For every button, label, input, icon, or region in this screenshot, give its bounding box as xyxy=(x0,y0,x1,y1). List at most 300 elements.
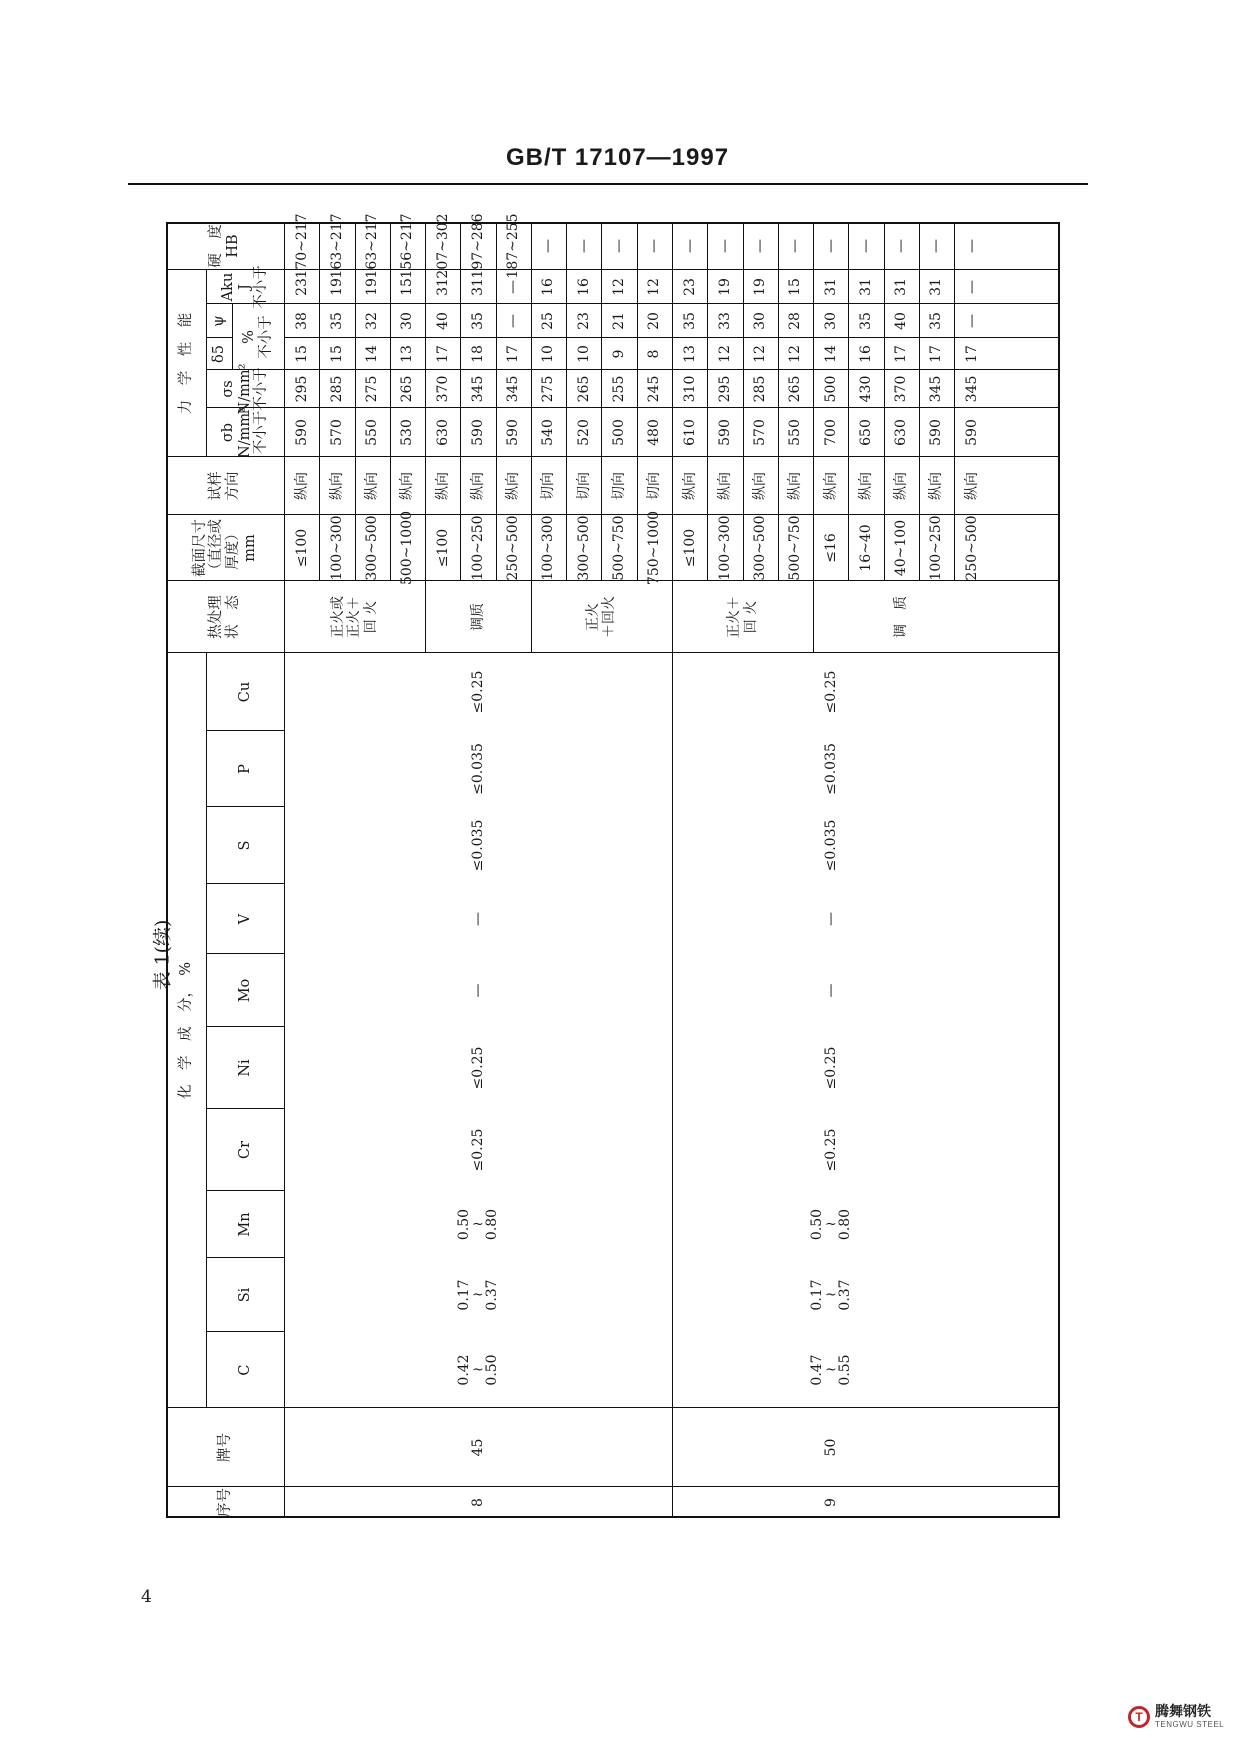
cell-sigma-s: 285 xyxy=(752,375,769,403)
header-aku-line: 不小于 xyxy=(253,265,270,309)
rule xyxy=(319,222,320,581)
header-hardness xyxy=(166,222,284,270)
rule xyxy=(206,883,284,884)
rule xyxy=(166,269,284,270)
rule xyxy=(166,1407,284,1408)
cell-hardness: — xyxy=(716,239,733,253)
cell-sigma-s: 265 xyxy=(575,375,592,403)
row-mn-line: 0.50 xyxy=(456,1208,473,1241)
rule xyxy=(206,270,207,457)
cell-aku: 19 xyxy=(364,278,381,296)
row-mn xyxy=(284,1191,672,1258)
cell-section: 500~750 xyxy=(611,515,628,581)
cell-sigma-s: 310 xyxy=(681,375,698,403)
cell-section: 100~250 xyxy=(469,515,486,581)
header-section-size-line: 厚度） xyxy=(225,526,241,570)
logo-name-en: TENGWU STEEL xyxy=(1155,1720,1225,1729)
cell-direction: 纵向 xyxy=(787,472,804,500)
header-specimen-direction-line: 方向 xyxy=(225,471,241,501)
row-grade: 50 xyxy=(822,1438,839,1457)
header-element-p: P xyxy=(236,764,253,774)
page-number: 4 xyxy=(141,1587,152,1607)
cell-psi: 40 xyxy=(893,312,910,330)
row-si xyxy=(284,1258,672,1332)
rule xyxy=(425,581,426,653)
cell-direction: 纵向 xyxy=(364,472,381,500)
row-heat-treatment xyxy=(284,581,425,653)
header-element-s: S xyxy=(236,840,253,851)
row-c-line: 0.47 xyxy=(808,1354,825,1386)
cell-sigma-s: 370 xyxy=(434,375,451,403)
cell-section: 300~500 xyxy=(575,515,592,581)
cell-delta5: 12 xyxy=(752,345,769,363)
cell-sigma-b: 590 xyxy=(505,419,522,446)
cell-delta5: 14 xyxy=(822,345,839,363)
cell-sigma-b: 610 xyxy=(681,419,698,446)
cell-sigma-b: 550 xyxy=(364,419,381,446)
logo-icon: T xyxy=(1128,1706,1150,1728)
cell-section: 500~1000 xyxy=(399,510,416,586)
cell-sigma-b: 590 xyxy=(293,419,310,446)
cell-sigma-s: 265 xyxy=(787,375,804,403)
row-mn-line: 0.80 xyxy=(836,1208,853,1241)
cell-direction: 切向 xyxy=(611,472,628,500)
cell-aku: 12 xyxy=(611,278,628,296)
cell-sigma-s: 295 xyxy=(716,375,733,403)
cell-hardness: — xyxy=(540,239,557,253)
cell-direction: 纵向 xyxy=(893,472,910,500)
row-c xyxy=(672,1332,989,1408)
rule xyxy=(166,652,284,653)
header-specimen-direction xyxy=(166,457,284,515)
cell-hardness: 163~217 xyxy=(328,213,345,279)
rule xyxy=(355,222,356,581)
rule xyxy=(496,222,497,581)
rule xyxy=(566,222,567,581)
cell-psi: 25 xyxy=(540,312,557,330)
cell-sigma-s: 345 xyxy=(928,375,945,403)
row-si xyxy=(672,1258,989,1332)
cell-direction: 纵向 xyxy=(469,472,486,500)
rule xyxy=(206,806,284,807)
cell-hardness: 187~255 xyxy=(505,213,522,279)
header-sigma-s-line: 不小于 xyxy=(253,367,270,411)
row-mo: — xyxy=(822,983,839,998)
cell-section: ≤100 xyxy=(293,528,310,568)
logo-name-cn: 腾舞钢铁 xyxy=(1155,1704,1211,1720)
table-caption: 表 1(续) xyxy=(151,919,174,991)
header-element-mo: Mo xyxy=(236,978,253,1003)
header-psi xyxy=(206,304,232,338)
cell-delta5: 17 xyxy=(928,345,945,363)
cell-hardness: — xyxy=(611,239,628,253)
cell-sigma-b: 520 xyxy=(575,419,592,446)
cell-sigma-b: 590 xyxy=(716,419,733,446)
cell-direction: 纵向 xyxy=(505,472,522,500)
cell-psi: — xyxy=(963,314,980,328)
cell-aku: 31 xyxy=(434,278,451,296)
row-mn-line: 0.80 xyxy=(483,1208,500,1241)
cell-sigma-b: 630 xyxy=(893,419,910,446)
cell-aku: 23 xyxy=(681,278,698,296)
header-heat-treatment-line: 热处理 xyxy=(208,595,225,639)
cell-sigma-b: 700 xyxy=(822,419,839,446)
cell-direction: 纵向 xyxy=(752,472,769,500)
header-aku xyxy=(206,265,284,309)
cell-sigma-b: 570 xyxy=(328,419,345,446)
cell-direction: 纵向 xyxy=(928,472,945,500)
cell-psi: 35 xyxy=(928,312,945,330)
cell-sigma-s: 500 xyxy=(822,375,839,403)
rule xyxy=(884,222,885,581)
cell-aku: — xyxy=(505,280,522,294)
rule xyxy=(166,1486,284,1487)
cell-section: 100~300 xyxy=(716,515,733,581)
cell-sigma-s: 265 xyxy=(399,375,416,403)
rule xyxy=(206,1190,284,1191)
rule xyxy=(206,303,284,304)
cell-delta5: 10 xyxy=(540,345,557,363)
cell-hardness: 170~217 xyxy=(293,213,310,279)
cell-section: 100~300 xyxy=(328,515,345,581)
cell-hardness: — xyxy=(681,239,698,253)
cell-aku: 16 xyxy=(540,278,557,296)
rule xyxy=(919,222,920,581)
cell-direction: 纵向 xyxy=(681,472,698,500)
cell-psi: 40 xyxy=(434,312,451,330)
row-c xyxy=(284,1332,672,1408)
row-heat-treatment-line: 正火 xyxy=(585,603,602,631)
cell-section: 16~40 xyxy=(857,524,874,572)
cell-sigma-s: 295 xyxy=(293,375,310,403)
cell-section: 40~100 xyxy=(893,519,910,577)
cell-direction: 纵向 xyxy=(963,472,980,500)
cell-hardness: — xyxy=(646,239,663,253)
cell-aku: 31 xyxy=(893,278,910,296)
rule xyxy=(206,369,284,370)
cell-aku: 31 xyxy=(822,278,839,296)
rule xyxy=(531,222,532,581)
header-percent-line: % xyxy=(241,330,258,344)
cell-delta5: 14 xyxy=(364,345,381,363)
header-specimen-direction-line: 试样 xyxy=(208,471,225,501)
cell-hardness: — xyxy=(857,239,874,253)
rule xyxy=(707,222,708,581)
rule xyxy=(206,653,207,1408)
row-cr: ≤0.25 xyxy=(469,1128,486,1172)
cell-aku: 31 xyxy=(928,278,945,296)
cell-sigma-b: 500 xyxy=(611,419,628,446)
row-c-line: 0.42 xyxy=(456,1354,473,1386)
header-delta5 xyxy=(206,338,232,370)
cell-sigma-s: 245 xyxy=(646,375,663,403)
cell-psi: 35 xyxy=(328,312,345,330)
cell-hardness: 156~217 xyxy=(399,213,416,279)
cell-psi: 38 xyxy=(293,312,310,330)
row-s: ≤0.035 xyxy=(822,819,839,872)
cell-psi: 23 xyxy=(575,312,592,330)
rule xyxy=(637,222,638,581)
cell-delta5: 13 xyxy=(399,345,416,363)
row-c-line: ~ xyxy=(472,1361,484,1378)
row-cu: ≤0.25 xyxy=(822,670,839,714)
rule xyxy=(206,337,232,338)
rule xyxy=(848,222,849,581)
row-ni: ≤0.25 xyxy=(469,1046,486,1090)
cell-delta5: 17 xyxy=(963,345,980,363)
row-mo: — xyxy=(469,983,486,998)
header-element-si: Si xyxy=(236,1287,253,1303)
header-sigma-b-line: σb xyxy=(219,422,236,443)
header-sigma-b-line: 不小于 xyxy=(253,410,270,455)
rule xyxy=(954,222,955,581)
row-v: — xyxy=(469,912,486,926)
rule xyxy=(206,730,284,731)
cell-section: ≤16 xyxy=(822,533,839,563)
cell-delta5: 9 xyxy=(611,349,628,359)
row-cr: ≤0.25 xyxy=(822,1128,839,1172)
row-c-line: ~ xyxy=(824,1361,837,1378)
rule xyxy=(601,222,602,581)
cell-direction: 纵向 xyxy=(328,472,345,500)
cell-sigma-s: 255 xyxy=(611,375,628,403)
header-element-mn: Mn xyxy=(236,1212,253,1237)
rule xyxy=(206,1257,284,1258)
row-heat-treatment xyxy=(672,581,813,653)
cell-aku: 15 xyxy=(787,278,804,296)
cell-aku: 31 xyxy=(469,278,486,296)
cell-direction: 纵向 xyxy=(822,472,839,500)
standard-number: GB/T 17107—1997 xyxy=(505,144,730,171)
row-p: ≤0.035 xyxy=(822,743,839,795)
rule xyxy=(743,222,744,581)
cell-psi: 35 xyxy=(469,312,486,330)
header-sigma-s-line: N/mm² xyxy=(236,363,253,415)
header-hardness-line: HB xyxy=(225,234,241,258)
cell-sigma-b: 590 xyxy=(963,419,980,446)
cell-hardness: — xyxy=(963,239,980,253)
cell-hardness: — xyxy=(787,239,804,253)
header-aku-line: J xyxy=(236,284,253,290)
cell-aku: 23 xyxy=(293,278,310,296)
cell-hardness: 197~286 xyxy=(469,213,486,279)
cell-section: 250~500 xyxy=(505,515,522,581)
cell-delta5: 12 xyxy=(787,345,804,363)
row-heat-treatment-line: 调质 xyxy=(469,603,486,631)
cell-hardness: — xyxy=(893,239,910,253)
cell-delta5: 10 xyxy=(575,345,592,363)
row-si-line: 0.17 xyxy=(808,1279,825,1311)
row-si-line: ~ xyxy=(472,1286,484,1303)
steel-properties-table xyxy=(166,213,1060,1518)
cell-direction: 纵向 xyxy=(434,472,451,500)
cell-psi: 21 xyxy=(611,312,628,330)
cell-sigma-s: 275 xyxy=(540,375,557,403)
row-heat-treatment-line: 回 火 xyxy=(362,600,379,634)
cell-direction: 纵向 xyxy=(716,472,733,500)
rule xyxy=(813,581,814,653)
cell-psi: 30 xyxy=(399,312,416,330)
cell-delta5: 8 xyxy=(646,349,663,359)
row-heat-treatment-line: 调 质 xyxy=(893,596,910,638)
header-percent xyxy=(232,304,284,370)
rule xyxy=(531,581,532,653)
row-seq: 8 xyxy=(469,1498,486,1507)
cell-aku: 19 xyxy=(328,278,345,296)
cell-psi: 20 xyxy=(646,312,663,330)
header-element-c: C xyxy=(236,1364,253,1376)
rule xyxy=(206,953,284,954)
row-si-line: 0.37 xyxy=(836,1279,853,1311)
cell-aku: 19 xyxy=(716,278,733,296)
cell-direction: 切向 xyxy=(575,472,592,500)
header-element-cr: Cr xyxy=(236,1140,253,1160)
cell-direction: 切向 xyxy=(540,472,557,500)
header-percent-line: 不小于 xyxy=(258,315,274,359)
header-sigma-b xyxy=(206,408,284,457)
cell-direction: 切向 xyxy=(646,472,663,500)
rule xyxy=(813,222,814,581)
header-hardness-line: 硬 度 xyxy=(208,224,225,268)
header-heat-treatment-line: 状 态 xyxy=(225,595,241,639)
row-heat-treatment-line: 回 火 xyxy=(742,600,759,634)
rotated-table xyxy=(166,213,1060,1518)
cell-direction: 纵向 xyxy=(857,472,874,500)
cell-aku: 12 xyxy=(646,278,663,296)
header-sigma-b-line: N/mm² xyxy=(236,407,253,458)
header-aku-line: Aku xyxy=(219,272,236,302)
cell-sigma-b: 650 xyxy=(857,419,874,446)
cell-hardness: 207~302 xyxy=(434,213,451,279)
row-ni: ≤0.25 xyxy=(822,1046,839,1090)
rule xyxy=(778,222,779,581)
cell-section: 750~1000 xyxy=(646,510,663,586)
cell-sigma-b: 530 xyxy=(399,419,416,446)
row-seq: 9 xyxy=(822,1498,839,1507)
header-section-size-line: mm xyxy=(241,534,258,562)
header-section-size-line: 截面尺寸 xyxy=(191,519,208,577)
cell-psi: 35 xyxy=(681,312,698,330)
header-delta5-line: δ5 xyxy=(210,345,227,363)
cell-direction: 纵向 xyxy=(293,472,310,500)
cell-delta5: 17 xyxy=(505,345,522,363)
cell-section: 100~300 xyxy=(540,515,557,581)
header-section-size-line: （直径或 xyxy=(208,519,225,577)
cell-delta5: 17 xyxy=(434,345,451,363)
cell-sigma-s: 285 xyxy=(328,375,345,403)
cell-delta5: 12 xyxy=(716,345,733,363)
cell-psi: 32 xyxy=(364,312,381,330)
cell-hardness: — xyxy=(822,239,839,253)
cell-aku: — xyxy=(963,280,980,294)
cell-delta5: 13 xyxy=(681,345,698,363)
header-section-size xyxy=(166,515,284,581)
cell-section: 300~500 xyxy=(364,515,381,581)
row-s: ≤0.035 xyxy=(469,819,486,872)
rule xyxy=(425,222,426,581)
cell-section: 250~500 xyxy=(963,515,980,581)
cell-delta5: 16 xyxy=(857,345,874,363)
cell-sigma-s: 430 xyxy=(857,375,874,403)
row-heat-treatment-line: ＋回火 xyxy=(601,596,618,638)
row-grade: 45 xyxy=(469,1438,486,1457)
cell-sigma-b: 540 xyxy=(540,419,557,446)
header-grade: 牌号 xyxy=(216,1433,233,1462)
cell-sigma-b: 480 xyxy=(646,419,663,446)
row-cu: ≤0.25 xyxy=(469,670,486,714)
cell-aku: 31 xyxy=(857,278,874,296)
cell-delta5: 18 xyxy=(469,345,486,363)
cell-delta5: 15 xyxy=(293,345,310,363)
cell-psi: 35 xyxy=(857,312,874,330)
cell-sigma-s: 275 xyxy=(364,375,381,403)
rule xyxy=(166,456,284,457)
cell-psi: 28 xyxy=(787,312,804,330)
cell-psi: — xyxy=(505,314,522,328)
row-mn-line: ~ xyxy=(472,1216,484,1233)
cell-hardness: 163~217 xyxy=(364,213,381,279)
rule xyxy=(166,514,284,515)
cell-hardness: — xyxy=(752,239,769,253)
row-heat-treatment xyxy=(531,581,672,653)
header-seq: 序号 xyxy=(216,1488,233,1517)
cell-sigma-s: 345 xyxy=(469,375,486,403)
rule xyxy=(206,407,284,408)
header-mechanical: 力 学 性 能 xyxy=(177,312,194,415)
cell-sigma-s: 345 xyxy=(963,375,980,403)
cell-psi: 30 xyxy=(822,312,839,330)
cell-section: ≤100 xyxy=(434,528,451,568)
header-heat-treatment xyxy=(166,581,284,653)
header-chemical: 化 学 成 分， % xyxy=(177,961,194,1100)
row-heat-treatment-line: 正火＋ xyxy=(346,596,363,638)
cell-hardness: — xyxy=(928,239,945,253)
cell-psi: 33 xyxy=(716,312,733,330)
cell-sigma-s: 370 xyxy=(893,375,910,403)
row-mn-line: 0.50 xyxy=(808,1208,825,1241)
row-mn xyxy=(672,1191,989,1258)
header-psi-line: ψ xyxy=(210,315,227,327)
rule xyxy=(460,222,461,581)
header-sigma-s xyxy=(206,363,284,415)
row-si-line: 0.37 xyxy=(483,1279,500,1311)
cell-sigma-s: 345 xyxy=(505,375,522,403)
row-heat-treatment-line: 正火＋ xyxy=(726,596,743,638)
cell-sigma-b: 630 xyxy=(434,419,451,446)
cell-hardness: — xyxy=(575,239,592,253)
cell-sigma-b: 550 xyxy=(787,419,804,446)
row-si-line: ~ xyxy=(824,1286,837,1303)
header-element-v: V xyxy=(236,913,253,925)
rule xyxy=(206,1108,284,1109)
row-heat-treatment xyxy=(425,581,531,653)
cell-sigma-b: 590 xyxy=(469,419,486,446)
row-si-line: 0.17 xyxy=(456,1279,473,1311)
rule xyxy=(166,580,284,581)
cell-direction: 纵向 xyxy=(399,472,416,500)
cell-section: ≤100 xyxy=(681,528,698,568)
cell-sigma-b: 570 xyxy=(752,419,769,446)
row-v: — xyxy=(822,912,839,926)
cell-section: 100~250 xyxy=(928,515,945,581)
cell-delta5: 15 xyxy=(328,345,345,363)
cell-delta5: 17 xyxy=(893,345,910,363)
header-element-cu: Cu xyxy=(236,681,253,703)
row-mn-line: ~ xyxy=(824,1216,837,1233)
cell-psi: 30 xyxy=(752,312,769,330)
row-c-line: 0.50 xyxy=(483,1354,500,1386)
publisher-logo xyxy=(1128,1705,1224,1729)
